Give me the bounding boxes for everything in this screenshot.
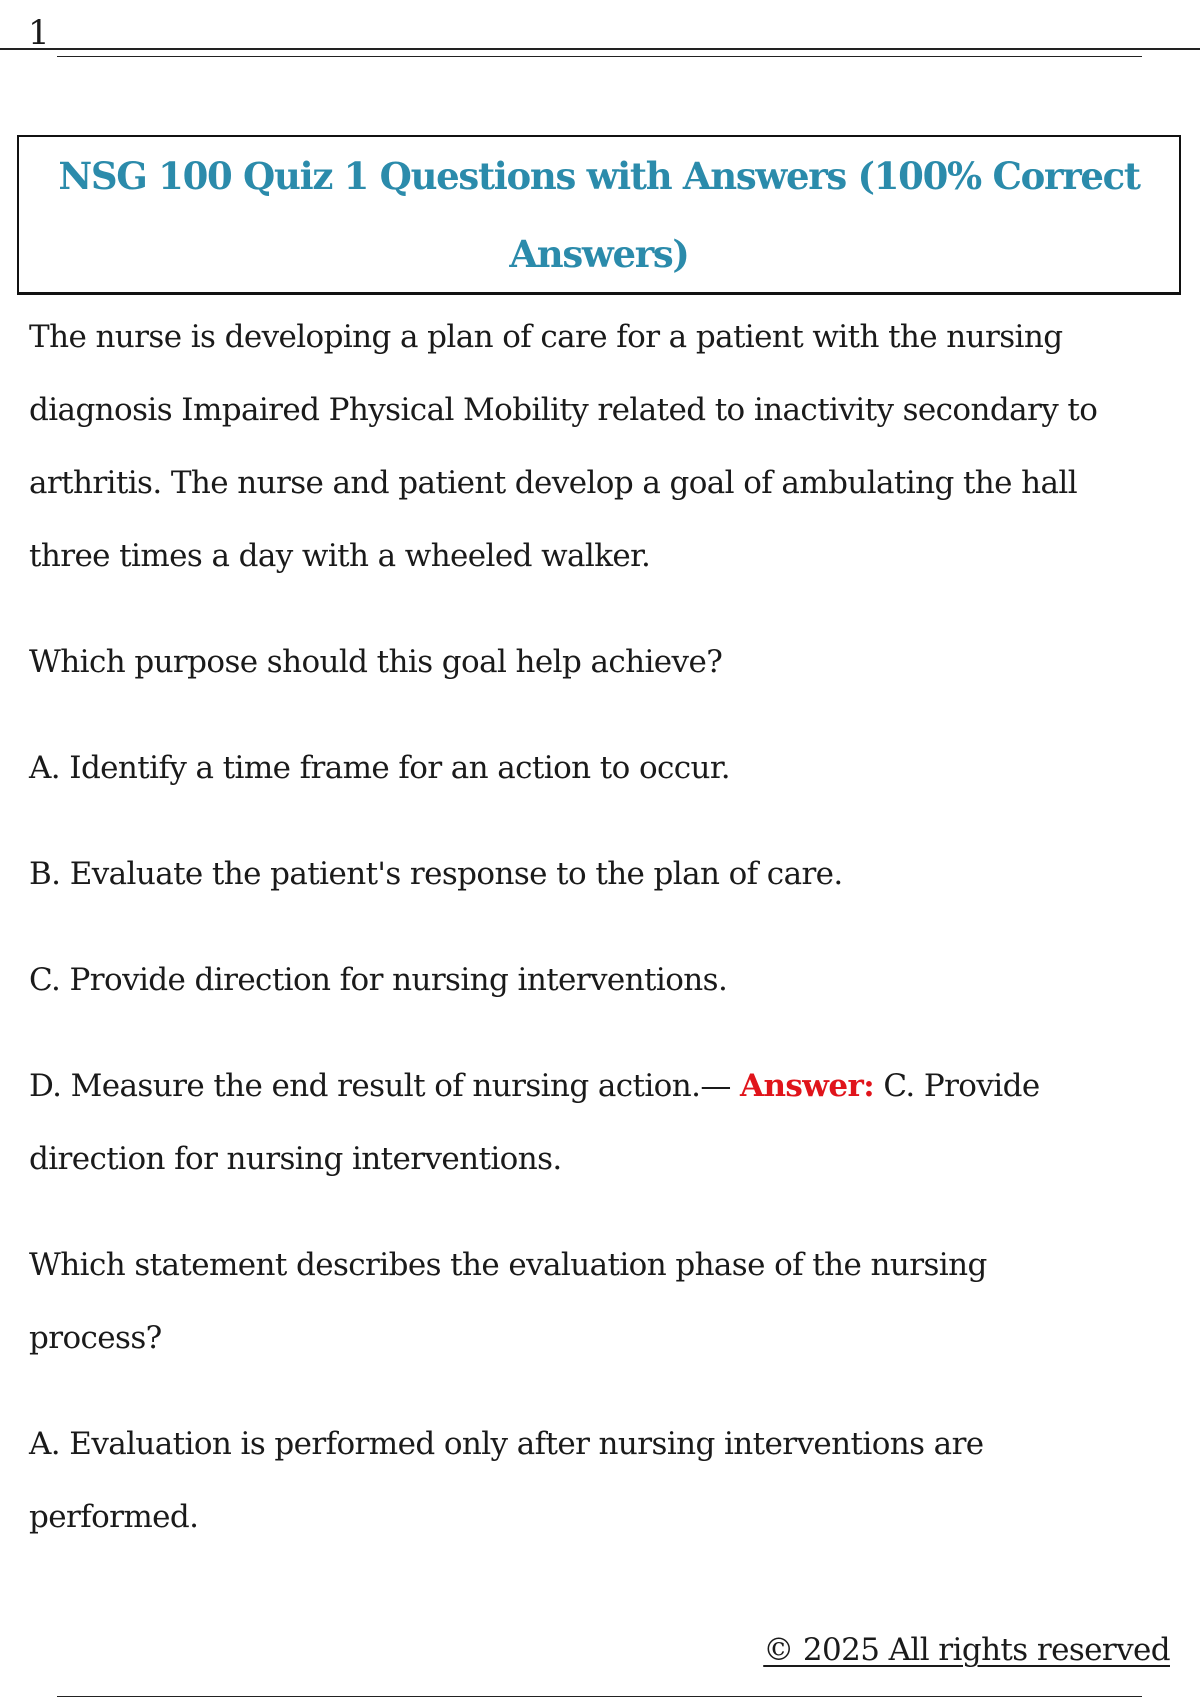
title-box xyxy=(17,135,1181,295)
answer-label: Answer: xyxy=(740,1068,875,1104)
document-title: NSG 100 Quiz 1 Questions with Answers (100% Correct Answers) xyxy=(58,153,1140,276)
question-1-prompt: Which purpose should this goal help achieve? xyxy=(29,644,723,680)
question-1-stem-line: three times a day with a wheeled walker. xyxy=(29,538,651,574)
question-2-stem-line: process? xyxy=(29,1320,162,1356)
question-2-option-a xyxy=(29,1408,1179,1554)
footer-copyright: © 2025 All rights reserved xyxy=(763,1632,1170,1668)
question-1-option-a: A. Identify a time frame for an action to occur. xyxy=(29,750,730,786)
answer-text-continued: direction for nursing interventions. xyxy=(29,1141,562,1177)
answer-text: C. Provide xyxy=(883,1068,1040,1104)
question-2-stem xyxy=(29,1229,1179,1375)
header-rule-secondary xyxy=(57,56,1142,57)
question-1-option-b: B. Evaluate the patient's response to the plan of care. xyxy=(29,856,843,892)
question-2-option-a-line: A. Evaluation is performed only after nursing interventions are xyxy=(29,1426,984,1462)
question-1-option-c: C. Provide direction for nursing interventions. xyxy=(29,962,728,998)
question-1-stem-line: The nurse is developing a plan of care for a patient with the nursing xyxy=(29,319,1063,355)
page-number: 1 xyxy=(28,13,50,53)
document-body xyxy=(29,301,1179,1554)
question-2-stem-line: Which statement describes the evaluation phase of the nursing xyxy=(29,1247,987,1283)
question-1-stem-line: arthritis. The nurse and patient develop a goal of ambulating the hall xyxy=(29,465,1078,501)
option-d-text: D. Measure the end result of nursing action.— xyxy=(29,1068,731,1104)
question-1-option-d xyxy=(29,1050,1179,1196)
question-2-option-a-line: performed. xyxy=(29,1499,199,1535)
footer-rule xyxy=(57,1696,1142,1697)
question-1-stem-line: diagnosis Impaired Physical Mobility related to inactivity secondary to xyxy=(29,392,1098,428)
header-rule xyxy=(0,48,1200,50)
question-1-stem xyxy=(29,301,1179,593)
